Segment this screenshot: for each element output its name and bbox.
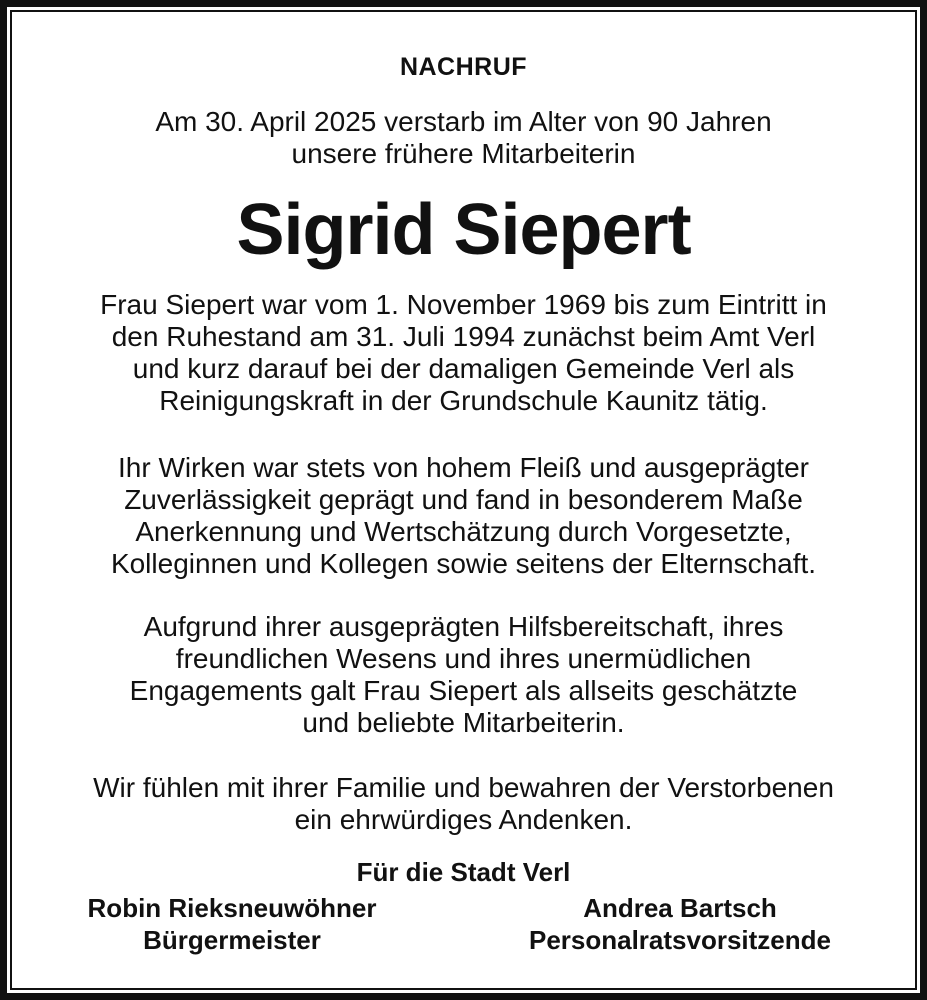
paragraph-line: Frau Siepert war vom 1. November 1969 bis zum Eintritt in bbox=[100, 289, 827, 320]
signatory-title: Personalratsvorsitzende bbox=[528, 925, 831, 955]
signatory-name: Robin Rieksneuwöhner bbox=[87, 893, 377, 923]
signatory-council-chair bbox=[490, 892, 870, 956]
deceased-name: Sigrid Siepert bbox=[236, 190, 691, 270]
paragraph-appreciation bbox=[12, 452, 915, 580]
signatory-mayor bbox=[42, 892, 422, 956]
intro-line: unsere frühere Mitarbeiterin bbox=[291, 138, 636, 169]
signatory-name: Andrea Bartsch bbox=[583, 893, 777, 923]
paragraph-line: Reinigungskraft in der Grundschule Kaunitz tätig. bbox=[159, 385, 768, 416]
paragraph-career bbox=[12, 289, 915, 417]
paragraph-line: ein ehrwürdiges Andenken. bbox=[294, 804, 633, 835]
paragraph-line: Zuverlässigkeit geprägt und fand in besonderem Maße bbox=[124, 484, 803, 515]
paragraph-character bbox=[12, 611, 915, 739]
paragraph-line: Anerkennung und Wertschätzung durch Vorgesetzte, bbox=[135, 516, 792, 547]
paragraph-line: Wir fühlen mit ihrer Familie und bewahren der Verstorbenen bbox=[93, 772, 834, 803]
notice-heading: NACHRUF bbox=[399, 53, 528, 81]
paragraph-line: freundlichen Wesens und ihres unermüdlichen bbox=[175, 643, 752, 674]
signatory-title: Bürgermeister bbox=[143, 925, 321, 955]
paragraph-line: Ihr Wirken war stets von hohem Fleiß und ausgeprägter bbox=[118, 452, 809, 483]
paragraph-line: und kurz darauf bei der damaligen Gemeinde Verl als bbox=[132, 353, 795, 384]
paragraph-line: und beliebte Mitarbeiterin. bbox=[302, 707, 625, 738]
paragraph-line: Engagements galt Frau Siepert als allseits geschätzte bbox=[129, 675, 798, 706]
intro-text bbox=[12, 106, 915, 170]
paragraph-line: Aufgrund ihrer ausgeprägten Hilfsbereitschaft, ihres bbox=[143, 611, 784, 642]
paragraph-condolence bbox=[12, 772, 915, 836]
paragraph-line: den Ruhestand am 31. Juli 1994 zunächst beim Amt Verl bbox=[111, 321, 816, 352]
intro-line: Am 30. April 2025 verstarb im Alter von 90 Jahren bbox=[155, 106, 772, 137]
paragraph-line: Kolleginnen und Kollegen sowie seitens der Elternschaft. bbox=[110, 548, 817, 579]
organization-line: Für die Stadt Verl bbox=[356, 857, 571, 887]
